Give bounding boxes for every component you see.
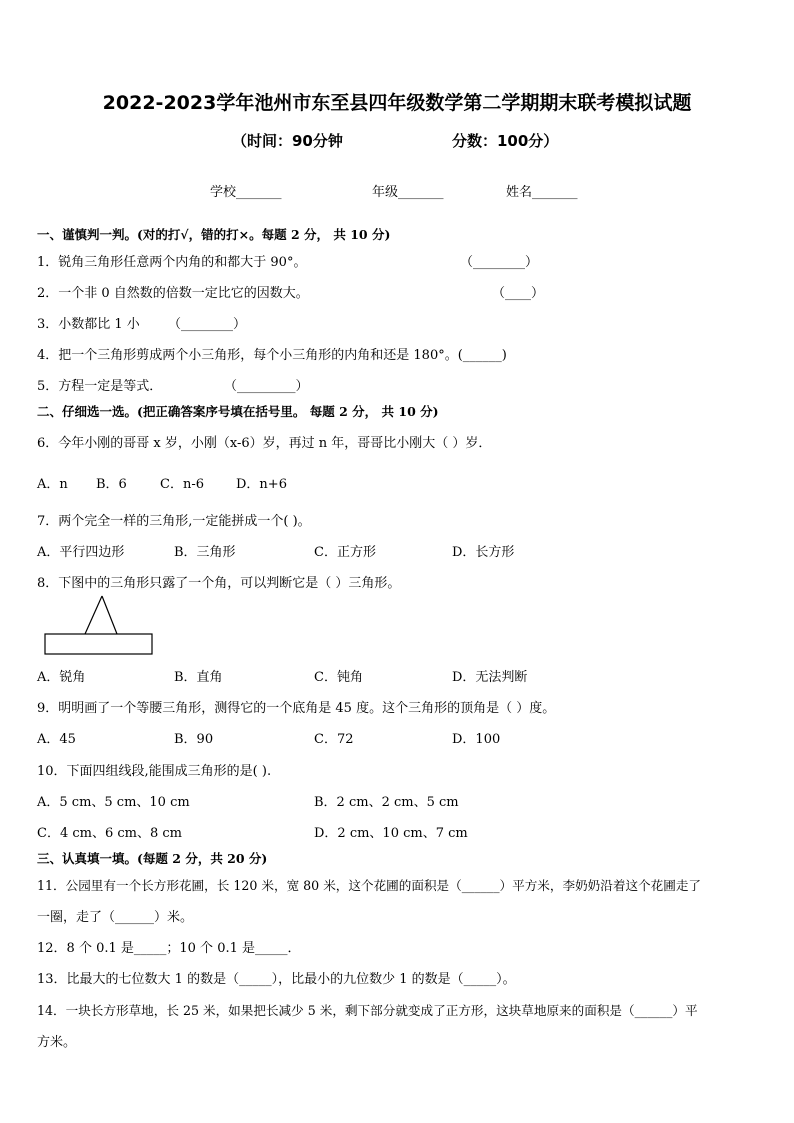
question-10: 10．下面四组线段,能围成三角形的是( ). (37, 764, 272, 779)
q6-option-b[interactable]: B．6 (96, 477, 127, 492)
question-13: 13．比最大的七位数大 1 的数是（_____），比最小的九位数少 1 的数是（_____）。 (37, 972, 516, 987)
question-8: 8．下图中的三角形只露了一个角，可以判断它是（ ）三角形。 (37, 576, 401, 591)
triangle-figure (44, 592, 156, 658)
section2-heading: 二、仔细选一选。(把正确答案序号填在括号里。 每题 2 分， 共 10 分) (37, 404, 439, 419)
q6-option-d[interactable]: D．n+6 (236, 477, 287, 492)
section3-heading: 三、认真填一填。(每题 2 分，共 20 分) (37, 851, 268, 866)
q8-option-b[interactable]: B．直角 (174, 670, 223, 685)
question-14: 14．一块长方形草地，长 25 米，如果把长减少 5 米，剩下部分就变成了正方形，这块草地原来的面积是（______）平 (37, 1003, 698, 1018)
q7-option-d[interactable]: D．长方形 (452, 545, 515, 560)
q8-option-d[interactable]: D．无法判断 (452, 670, 528, 685)
q7-option-c[interactable]: C．正方形 (314, 545, 376, 560)
grade-field[interactable]: 年级_______ (372, 185, 444, 200)
q10-option-c[interactable]: C．4 cm、6 cm、8 cm (37, 826, 182, 841)
question-2: 2．一个非 0 自然数的倍数一定比它的因数大。 (37, 286, 309, 301)
q9-option-d[interactable]: D．100 (452, 732, 501, 747)
question-3: 3．小数都比 1 小 (37, 317, 140, 332)
question-4: 4．把一个三角形剪成两个小三角形，每个小三角形的内角和还是 180°。(______) (37, 348, 507, 363)
q10-option-a[interactable]: A．5 cm、5 cm、10 cm (37, 795, 190, 810)
school-field[interactable]: 学校_______ (210, 185, 282, 200)
question-7: 7．两个完全一样的三角形,一定能拼成一个( )。 (37, 514, 311, 529)
exam-time: （时间：90分钟 (232, 132, 343, 150)
q7-option-a[interactable]: A．平行四边形 (37, 545, 125, 560)
question-11: 11．公园里有一个长方形花圃，长 120 米，宽 80 米，这个花圃的面积是（______）平方米，李奶奶沿着这个花圃走了 (37, 878, 702, 893)
answer-blank-2[interactable]: （____） (492, 286, 545, 301)
answer-blank-1[interactable]: （________） (460, 255, 539, 270)
answer-blank-3[interactable]: （________） (168, 317, 247, 332)
q10-option-b[interactable]: B．2 cm、2 cm、5 cm (314, 795, 459, 810)
q9-option-a[interactable]: A．45 (37, 732, 76, 747)
q9-option-b[interactable]: B．90 (174, 732, 214, 747)
q7-option-b[interactable]: B．三角形 (174, 545, 236, 560)
question-9: 9．明明画了一个等腰三角形，测得它的一个底角是 45 度。这个三角形的顶角是（ ）度。 (37, 701, 556, 716)
name-field[interactable]: 姓名_______ (506, 185, 578, 200)
question-6: 6．今年小刚的哥哥 x 岁，小刚（x-6）岁，再过 n 年，哥哥比小刚大（ ）岁． (37, 436, 492, 451)
question-14-continued: 方米。 (37, 1035, 77, 1050)
page-title: 2022-2023学年池州市东至县四年级数学第二学期期末联考模拟试题 (102, 92, 692, 114)
answer-blank-5[interactable]: （_________） (224, 379, 309, 394)
question-1: 1．锐角三角形任意两个内角的和都大于 90°。 (37, 255, 307, 270)
q6-option-c[interactable]: C．n-6 (160, 477, 204, 492)
section1-heading: 一、谨慎判一判。(对的打√，错的打×。每题 2 分， 共 10 分) (37, 227, 391, 242)
question-12: 12．8 个 0.1 是_____；10 个 0.1 是_____． (37, 941, 301, 956)
question-5: 5．方程一定是等式． (37, 379, 163, 394)
question-11-continued: 一圈，走了（______）米。 (37, 910, 194, 925)
exam-score: 分数：100分） (452, 132, 559, 150)
q8-option-c[interactable]: C．钝角 (314, 670, 363, 685)
q10-option-d[interactable]: D．2 cm、10 cm、7 cm (314, 826, 468, 841)
q6-option-a[interactable]: A．n (37, 477, 68, 492)
q9-option-c[interactable]: C．72 (314, 732, 354, 747)
q8-option-a[interactable]: A．锐角 (37, 670, 86, 685)
